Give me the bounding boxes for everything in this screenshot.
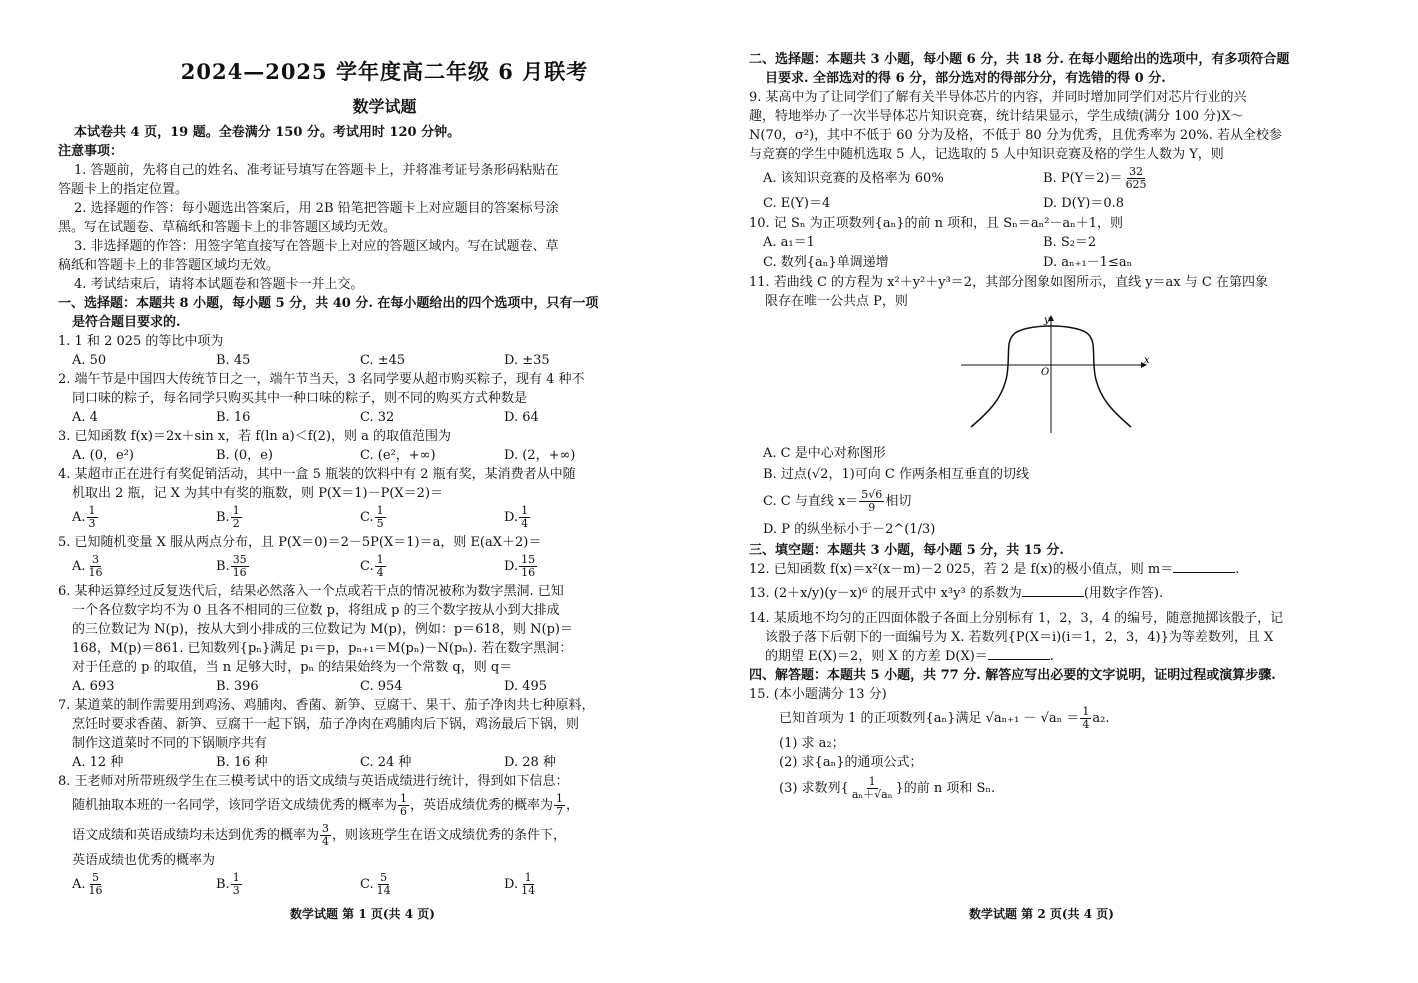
notice-line: 答题卡上的指定位置。 <box>58 182 189 197</box>
option-b: B. 45 <box>216 353 251 368</box>
fraction: $\frac{5}{16}$ <box>88 871 103 897</box>
fraction: $\frac{1}{5}$ <box>376 504 384 530</box>
options-row <box>58 503 671 533</box>
question-stem: 的期望 E(X)＝2，则 X 的方差 D(X)＝ . <box>765 649 1054 664</box>
option-a: A. $\frac{5}{16}$ <box>72 871 103 897</box>
fraction: $\frac{3}{4}$ <box>322 822 330 848</box>
question-stem: 烹饪时要求香菌、新笋、豆腐干一起下锅，茄子净肉在鸡脯肉后下锅，鸡汤最后下锅，则 <box>72 717 580 732</box>
notice-line: 稿纸和答题卡上的非答题区域均无效。 <box>58 258 280 273</box>
option-b: B. 16 <box>216 410 251 425</box>
page-footer: 数学试题 第 1 页(共 4 页) <box>290 907 435 921</box>
fraction: $\frac{1}{4}$ <box>1082 705 1090 731</box>
option-b: B. S₂＝2 <box>1043 235 1097 250</box>
question-stem: 10. 记 Sₙ 为正项数列{aₙ}的前 n 项和，且 Sₙ＝aₙ²－aₙ＋1，则 <box>749 216 1124 231</box>
option-c: C. 数列{aₙ}单调递增 <box>763 255 889 270</box>
question-2 <box>58 370 671 427</box>
section-heading: 是符合题目要求的. <box>72 315 181 330</box>
question-stem: 7. 某道菜的制作需要用到鸡汤、鸡脯肉、香菌、新笋、豆腐干、果干、茄子净肉共七种原料， <box>58 698 595 713</box>
option-d: D. 495 <box>504 679 548 694</box>
question-stem: 168，M(p)＝861. 已知数列{pₙ}满足 p₁＝p，pₙ₊₁＝M(pₙ)－N(pₙ). 若在数字黑洞： <box>72 641 573 656</box>
options-row <box>749 253 1370 273</box>
notice-line: 黑。写在试题卷、草稿纸和答题卡上的非答题区域均无效。 <box>58 220 397 235</box>
options-row <box>58 446 671 465</box>
option-d: D. 28 种 <box>504 755 556 770</box>
question-stem: 机取出 2 瓶，记 X 为其中有奖的瓶数，则 P(X＝1)－P(X＝2)＝ <box>72 486 444 501</box>
option-d: D. aₙ₊₁－1≤aₙ <box>1043 255 1133 270</box>
curve-figure <box>961 315 1151 435</box>
option-c: C. $\frac{5}{14}$ <box>360 871 391 897</box>
fraction: $\frac{5}{14}$ <box>376 871 391 897</box>
option-a: A. $\frac{3}{16}$ <box>72 553 103 579</box>
exam-intro: 本试卷共 4 页，19 题。全卷满分 150 分。考试用时 120 分钟。 <box>74 125 461 140</box>
option-c: C. ±45 <box>360 353 406 368</box>
fraction: $\frac{1}{7}$ <box>556 792 564 818</box>
question-15 <box>749 685 1370 806</box>
answer-blank <box>1022 596 1084 597</box>
notice-line: 3. 非选择题的作答：用签字笔直接写在答题卡上对应的答题区域内。写在试题卷、草 <box>74 239 559 254</box>
option-c: C. E(Y)＝4 <box>763 196 831 211</box>
fraction: $\frac{1}{4}$ <box>521 504 529 530</box>
question-stem: 随机抽取本班的一名同学，该同学语文成绩优秀的概率为 $\frac{1}{6}$ ，英语成绩优秀的概率为 $\frac{1}{7}$ ， <box>72 792 580 818</box>
question-stem: 限存在唯一公共点 P，则 <box>765 294 908 309</box>
option-b: B. 过点(√2，1)可向 C 作两条相互垂直的切线 <box>763 467 1029 482</box>
option-b: B. 16 种 <box>216 755 268 770</box>
fraction: $\frac{1}{3}$ <box>232 871 240 897</box>
answer-blank <box>988 659 1050 660</box>
question-stem: 1. 1 和 2 025 的等比中项为 <box>58 334 224 349</box>
question-stem: 3. 已知函数 f(x)＝2x＋sin x，若 f(ln a)＜f(2)，则 a 的取值范围为 <box>58 429 451 444</box>
question-stem: 的三位数记为 N(p)，按从大到小排成的三位数记为 M(p)，例如：p＝618，则 N(p)＝ <box>72 622 573 637</box>
question-stem: 4. 某超市正在进行有奖促销活动，其中一盒 5 瓶装的饮料中有 2 瓶有奖，某消费者从中随 <box>58 467 576 482</box>
section-heading: 二、选择题：本题共 3 小题，每小题 6 分，共 18 分. 在每小题给出的选项中，有多项符合题 <box>749 52 1290 67</box>
notice-line: 4. 考试结束后，请将本试题卷和答题卡一并上交。 <box>74 277 364 292</box>
fraction: $\frac{1}{3}$ <box>88 504 96 530</box>
question-part: (1) 求 a₂； <box>779 736 845 751</box>
option-d: D. D(Y)＝0.8 <box>1043 196 1125 211</box>
option-c: C. $\frac{1}{5}$ <box>360 504 384 530</box>
option-a: A. C 是中心对称图形 <box>763 446 886 461</box>
option-a: A. a₁＝1 <box>763 235 815 250</box>
fraction: $\frac{15}{16}$ <box>521 553 536 579</box>
page-footer: 数学试题 第 2 页(共 4 页) <box>969 907 1114 921</box>
question-header: 15. (本小题满分 13 分) <box>749 687 887 702</box>
option-c: C. 954 <box>360 679 403 694</box>
fraction: $\frac{3}{16}$ <box>88 553 103 579</box>
question-8 <box>58 772 671 900</box>
question-stem: 同口味的粽子，每名同学只购买其中一种口味的粽子，则不同的购买方式种数是 <box>72 391 528 406</box>
section-heading: 三、填空题：本题共 3 小题，每小题 5 分，共 15 分. <box>749 543 1064 558</box>
question-7 <box>58 696 671 772</box>
option-d: D. (2，+∞) <box>504 448 576 463</box>
question-stem: N(70，σ²)，其中不低于 60 分为及格，不低于 80 分为优秀，且优秀率为 20%. 若从全校参 <box>749 128 1283 143</box>
origin-label: O <box>1041 367 1050 378</box>
question-part: (3) 求数列{ $\frac{1}{\text{aₙ＋√aₙ}}$ }的前 n 项和 Sₙ. <box>779 775 996 801</box>
option-c: C. 24 种 <box>360 755 412 770</box>
question-stem: 一个各位数字均不为 0 且各不相同的三位数 p，将组成 p 的三个数字按从小到大排成 <box>72 603 560 618</box>
question-10 <box>749 214 1370 273</box>
option-b: B. P(Y＝2)＝ $\frac{32}{625}$ <box>1043 165 1147 191</box>
option-c: C. $\frac{1}{4}$ <box>360 553 384 579</box>
question-14 <box>749 609 1370 666</box>
option-c: C. C 与直线 x＝ $\frac{5√6}{9}$ 相切 <box>763 488 912 514</box>
fraction: $\frac{35}{16}$ <box>232 553 247 579</box>
options-row <box>749 194 1370 214</box>
option-b: B. (0，e) <box>216 448 273 463</box>
question-stem: 英语成绩也优秀的概率为 <box>72 853 216 868</box>
fraction: $\frac{32}{625}$ <box>1125 165 1147 191</box>
fraction: $\frac{1}{4}$ <box>376 553 384 579</box>
page-2 <box>709 0 1418 983</box>
question-stem: 9. 某高中为了让同学们了解有关半导体芯片的内容，并同时增加同学们对芯片行业的兴 <box>749 90 1247 105</box>
options-row <box>749 164 1370 194</box>
question-13: 13. (2＋x/y)(y－x)⁶ 的展开式中 x³y³ 的系数为 (用数字作答). <box>749 586 1164 601</box>
notice-title: 注意事项： <box>58 144 124 159</box>
option-b: B. $\frac{1}{2}$ <box>216 504 240 530</box>
question-stem: 与竞赛的学生中随机选取 5 人，记选取的 5 人中知识竞赛及格的学生人数为 Y，则 <box>749 147 1224 162</box>
question-stem: 语文成绩和英语成绩均未达到优秀的概率为 $\frac{3}{4}$ ，则该班学生在语文成绩优秀的条件下， <box>72 822 567 848</box>
fraction: $\frac{1}{6}$ <box>400 792 408 818</box>
question-stem: 5. 已知随机变量 X 服从两点分布，且 P(X＝0)＝2－5P(X＝1)＝a，则 E(aX＋2)＝ <box>58 535 542 550</box>
question-stem: 14. 某质地不均匀的正四面体骰子各面上分别标有 1，2，3，4 的编号，随意抛掷该骰子，记 <box>749 611 1284 626</box>
option-d: D. P 的纵坐标小于－2^(1/3) <box>763 522 936 537</box>
fraction: $\frac{1}{\text{aₙ＋√aₙ}}$ <box>851 775 893 801</box>
options-row <box>58 677 671 696</box>
question-stem: 趣，特地举办了一次半导体芯片知识竞赛，统计结果显示，学生成绩(满分 100 分)X～ <box>749 109 1244 124</box>
question-4 <box>58 465 671 533</box>
fraction: $\frac{5√6}{9}$ <box>861 488 883 514</box>
question-1 <box>58 332 671 370</box>
question-stem: 11. 若曲线 C 的方程为 x²＋y²＋y³＝2，其部分图象如图所示，直线 y＝ax 与 C 在第四象 <box>749 275 1268 290</box>
option-d: D. ±35 <box>504 353 550 368</box>
question-3 <box>58 427 671 465</box>
exam-subtitle: 数学试题 <box>352 97 417 116</box>
question-stem: 该骰子落下后朝下的一面编号为 X. 若数列{P(X＝i)(i＝1，2，3，4)}为等差数列，且 X <box>765 630 1274 645</box>
option-d: D. 64 <box>504 410 539 425</box>
option-d: D. $\frac{1}{14}$ <box>504 871 536 897</box>
option-a: A. 50 <box>72 353 107 368</box>
axis-x-label: x <box>1144 355 1150 366</box>
question-stem: 6. 某种运算经过反复迭代后，结果必然落入一个点或若干点的情况被称为数字黑洞. 已知 <box>58 584 564 599</box>
section-heading: 目要求. 全部选对的得 6 分，部分选对的得部分分，有选错的得 0 分. <box>765 71 1166 86</box>
option-d: D. $\frac{1}{4}$ <box>504 504 529 530</box>
question-6 <box>58 582 671 696</box>
question-stem: 8. 王老师对所带班级学生在三模考试中的语文成绩与英语成绩进行统计，得到如下信息： <box>58 774 569 789</box>
option-a: A. $\frac{1}{3}$ <box>72 504 96 530</box>
options-row <box>58 351 671 370</box>
question-stem: 2. 端午节是中国四大传统节日之一，端午节当天，3 名同学要从超市购买粽子，现有 4 种不 <box>58 372 585 387</box>
option-b: B. $\frac{35}{16}$ <box>216 553 247 579</box>
question-5 <box>58 533 671 582</box>
notice-line: 2. 选择题的作答：每小题选出答案后，用 2B 铅笔把答题卡上对应题目的答案标号涂 <box>74 201 559 216</box>
question-stem: 已知首项为 1 的正项数列{aₙ}满足 √aₙ₊₁ － √aₙ ＝ $\frac{1}{4}$ a₂. <box>779 705 1110 731</box>
exam-title: 2024—2025 学年度高二年级 6 月联考 <box>180 59 589 84</box>
option-c: C. 32 <box>360 410 395 425</box>
option-b: B. $\frac{1}{3}$ <box>216 871 240 897</box>
question-11 <box>749 273 1370 541</box>
options-row <box>58 753 671 772</box>
options-row <box>58 408 671 427</box>
fraction: $\frac{1}{14}$ <box>521 871 536 897</box>
notice-line: 1. 答题前，先将自己的姓名、准考证号填写在答题卡上，并将准考证号条形码粘贴在 <box>74 163 559 178</box>
option-a: A. (0，e²) <box>72 448 134 463</box>
options-row <box>749 233 1370 253</box>
answer-blank <box>1173 572 1235 573</box>
options-row <box>58 870 671 900</box>
axis-y-label: y <box>1044 315 1050 326</box>
option-a: A. 该知识竞赛的及格率为 60% <box>763 171 944 186</box>
question-12: 12. 已知函数 f(x)＝x²(x－m)－2 025，若 2 是 f(x)的极小值点，则 m＝ . <box>749 562 1240 577</box>
section-heading: 一、选择题：本题共 8 小题，每小题 5 分，共 40 分. 在每小题给出的四个选项中，只有一项 <box>58 296 599 311</box>
option-a: A. 693 <box>72 679 115 694</box>
question-part: (2) 求{aₙ}的通项公式； <box>779 755 923 770</box>
option-b: B. 396 <box>216 679 259 694</box>
option-a: A. 12 种 <box>72 755 124 770</box>
option-c: C. (e²，+∞) <box>360 448 436 463</box>
question-stem: 制作这道菜时不同的下锅顺序共有 <box>72 736 268 751</box>
question-stem: 对于任意的 p 的取值，当 n 足够大时，pₙ 的结果始终为一个常数 q，则 q＝ <box>72 660 513 675</box>
fraction: $\frac{1}{2}$ <box>232 504 240 530</box>
option-d: D. $\frac{15}{16}$ <box>504 553 536 579</box>
question-9 <box>749 88 1370 214</box>
section-heading: 四、解答题：本题共 5 小题，共 77 分. 解答应写出必要的文字说明，证明过程或演算步骤. <box>749 668 1276 683</box>
options-row <box>58 552 671 582</box>
option-a: A. 4 <box>72 410 98 425</box>
